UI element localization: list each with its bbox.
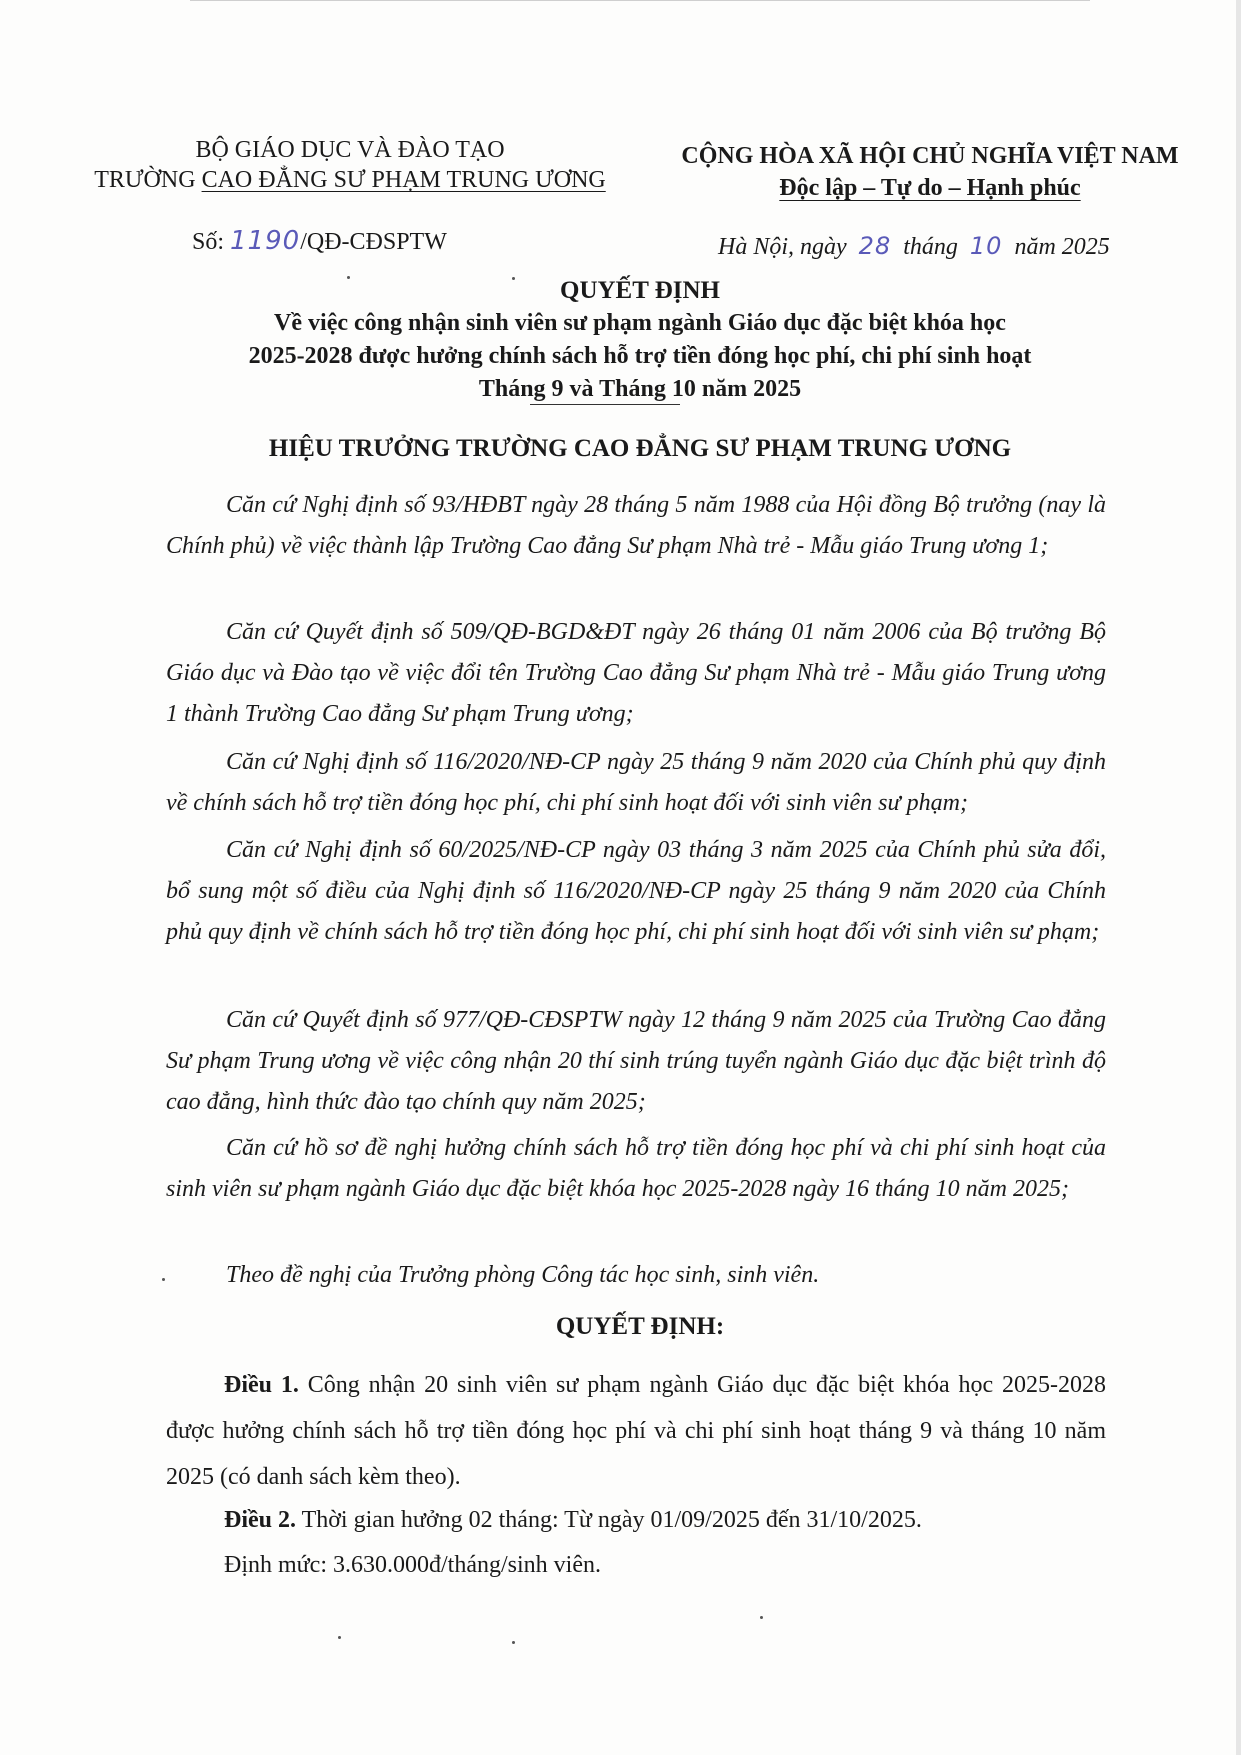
scan-speck	[162, 1278, 165, 1281]
document-number	[192, 226, 447, 256]
legal-basis-text: Căn cứ Quyết định số 977/QĐ-CĐSPTW ngày 12 tháng 9 năm 2025 của Trường Cao đẳng Sư phạm Trung ương về việc công nhận 20 thí sinh trúng tuyển ngành Giáo dục đặc biệt trình độ cao đẳng, hình thức đào tạo chính quy năm 2025;	[166, 1007, 1106, 1115]
title-underline	[530, 404, 680, 405]
issuing-agency-header	[70, 135, 630, 195]
rate-text: Định mức: 3.630.000đ/tháng/sinh viên.	[224, 1552, 601, 1578]
scan-speck	[347, 276, 350, 279]
article-2	[166, 1497, 1106, 1543]
doc-number-suffix: /QĐ-CĐSPTW	[300, 229, 447, 255]
rate-line	[166, 1542, 1106, 1588]
article-2-label: Điều 2.	[224, 1507, 296, 1533]
doc-number-label: Số:	[192, 229, 225, 255]
proposal-text: Theo đề nghị của Trưởng phòng Công tác học sinh, sinh viên.	[226, 1262, 820, 1288]
issuer-title: HIỆU TRƯỞNG TRƯỜNG CAO ĐẲNG SƯ PHẠM TRUNG ƯƠNG	[268, 435, 1012, 462]
date-month-label: tháng	[903, 234, 958, 260]
legal-basis-6	[166, 1128, 1106, 1210]
school-name-line	[94, 165, 605, 195]
legal-basis-2	[166, 612, 1106, 735]
article-2-text: Thời gian hưởng 02 tháng: Từ ngày 01/09/2025 đến 31/10/2025.	[301, 1507, 922, 1533]
decision-title	[120, 275, 1160, 406]
title-line-1: Về việc công nhận sinh viên sư phạm ngành Giáo dục đặc biệt khóa học	[274, 310, 1006, 336]
national-header	[660, 140, 1200, 204]
legal-basis-text: Căn cứ Nghị định số 116/2020/NĐ-CP ngày 25 tháng 9 năm 2020 của Chính phủ quy định về chính sách hỗ trợ tiền đóng học phí, chi phí sinh hoạt đối với sinh viên sư phạm;	[166, 749, 1106, 816]
school-prefix: TRƯỜNG	[94, 167, 196, 193]
date-day-handwritten: 28	[858, 232, 892, 260]
scan-speck	[760, 1616, 763, 1619]
article-1	[166, 1362, 1106, 1500]
scan-speck	[512, 1641, 515, 1644]
school-name: CAO ĐẲNG SƯ PHẠM TRUNG ƯƠNG	[201, 167, 606, 193]
legal-basis-text: Căn cứ Nghị định số 60/2025/NĐ-CP ngày 03 tháng 3 năm 2025 của Chính phủ sửa đổi, bổ sung một số điều của Nghị định số 116/2020/NĐ-CP ngày 25 tháng 9 năm 2020 của Chính phủ quy định về chính sách hỗ trợ tiền đóng học phí, chi phí sinh hoạt đối với sinh viên sư phạm;	[166, 837, 1106, 945]
title-heading: QUYẾT ĐỊNH	[560, 277, 720, 304]
legal-basis-5	[166, 1000, 1106, 1123]
date-month-handwritten: 10	[969, 232, 1003, 260]
date-year: năm 2025	[1014, 234, 1110, 260]
decision-heading: QUYẾT ĐỊNH:	[555, 1313, 725, 1340]
title-line-3: Tháng 9 và Tháng 10 năm 2025	[478, 376, 802, 402]
title-line-2: 2025-2028 được hưởng chính sách hỗ trợ tiền đóng học phí, chi phí sinh hoạt	[248, 343, 1032, 369]
legal-basis-4	[166, 830, 1106, 953]
legal-basis-3	[166, 742, 1106, 824]
national-motto: Độc lập – Tự do – Hạnh phúc	[779, 175, 1081, 201]
date-place: Hà Nội, ngày	[718, 234, 847, 260]
legal-basis-text: Căn cứ Nghị định số 93/HĐBT ngày 28 tháng 5 năm 1988 của Hội đồng Bộ trưởng (nay là Chính phủ) về việc thành lập Trường Cao đẳng Sư phạm Nhà trẻ - Mẫu giáo Trung ương 1;	[166, 492, 1106, 559]
proposal-line	[166, 1255, 1106, 1296]
scan-artifact-edge	[1236, 0, 1241, 1755]
article-1-label: Điều 1.	[224, 1372, 299, 1398]
doc-number-handwritten: 1190	[230, 226, 301, 256]
scan-speck	[338, 1636, 341, 1639]
article-1-text: Công nhận 20 sinh viên sư phạm ngành Giáo dục đặc biệt khóa học 2025-2028 được hưởng chính sách hỗ trợ tiền đóng học phí và chi phí sinh hoạt tháng 9 và tháng 10 năm 2025 (có danh sách kèm theo).	[166, 1372, 1107, 1490]
scan-speck	[512, 277, 515, 280]
nation-name: CỘNG HÒA XÃ HỘI CHỦ NGHĨA VIỆT NAM	[681, 143, 1179, 169]
scan-artifact-line	[190, 0, 1090, 1]
legal-basis-text: Căn cứ Quyết định số 509/QĐ-BGD&ĐT ngày 26 tháng 01 năm 2006 của Bộ trưởng Bộ Giáo dục và Đào tạo về việc đổi tên Trường Cao đẳng Sư phạm Nhà trẻ - Mẫu giáo Trung ương 1 thành Trường Cao đẳng Sư phạm Trung ương;	[166, 619, 1106, 727]
legal-basis-text: Căn cứ hồ sơ đề nghị hưởng chính sách hỗ trợ tiền đóng học phí và chi phí sinh hoạt của sinh viên sư phạm ngành Giáo dục đặc biệt khóa học 2025-2028 ngày 16 tháng 10 năm 2025;	[166, 1135, 1106, 1202]
ministry-name: BỘ GIÁO DỤC VÀ ĐÀO TẠO	[195, 137, 505, 163]
legal-basis-1	[166, 485, 1106, 567]
date-line	[718, 232, 1110, 261]
